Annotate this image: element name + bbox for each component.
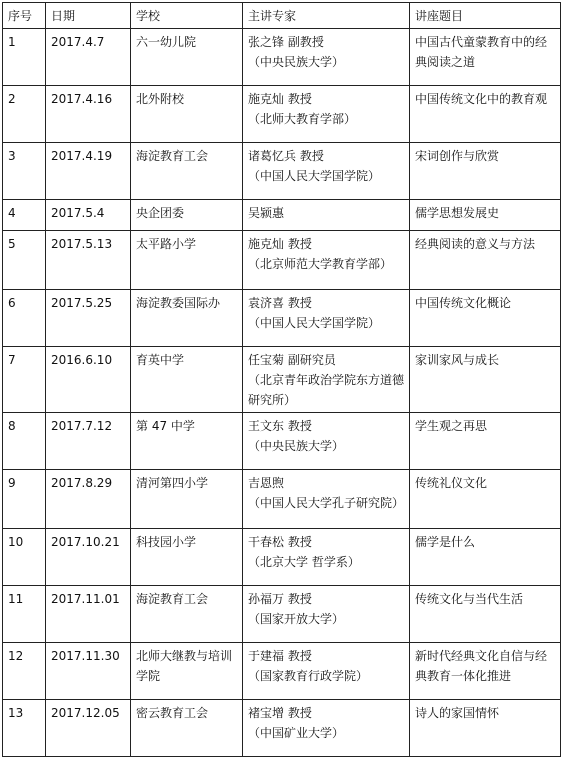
cell-topic: 新时代经典文化自信与经典教育一体化推进 xyxy=(410,643,561,700)
header-topic: 讲座题目 xyxy=(410,3,561,29)
expert-name: 诸葛忆兵 教授 xyxy=(248,149,324,163)
cell-school: 太平路小学 xyxy=(131,231,243,290)
cell-date: 2017.4.19 xyxy=(46,143,131,200)
cell-expert xyxy=(243,143,410,200)
cell-topic: 传统文化与当代生活 xyxy=(410,586,561,643)
cell-no: 3 xyxy=(3,143,46,200)
expert-name: 吴颍惠 xyxy=(248,206,285,220)
table-row xyxy=(3,29,561,86)
cell-date: 2017.5.25 xyxy=(46,290,131,347)
table-row xyxy=(3,347,561,413)
expert-org: （国家教育行政学院） xyxy=(248,669,369,683)
expert-org: （北京师范大学教育学部） xyxy=(248,257,393,271)
header-expert: 主讲专家 xyxy=(243,3,410,29)
header-no: 序号 xyxy=(3,3,46,29)
cell-topic: 经典阅读的意义与方法 xyxy=(410,231,561,290)
cell-topic: 中国传统文化概论 xyxy=(410,290,561,347)
cell-school: 科技园小学 xyxy=(131,529,243,586)
expert-name: 任宝菊 副研究员 xyxy=(248,353,336,367)
table-row xyxy=(3,231,561,290)
cell-school: 第 47 中学 xyxy=(131,413,243,470)
cell-date: 2017.5.4 xyxy=(46,200,131,231)
cell-topic: 儒学是什么 xyxy=(410,529,561,586)
cell-date: 2016.6.10 xyxy=(46,347,131,413)
cell-expert xyxy=(243,86,410,143)
cell-no: 5 xyxy=(3,231,46,290)
cell-no: 9 xyxy=(3,470,46,529)
cell-no: 7 xyxy=(3,347,46,413)
cell-date: 2017.12.05 xyxy=(46,700,131,757)
cell-date: 2017.11.01 xyxy=(46,586,131,643)
cell-no: 13 xyxy=(3,700,46,757)
cell-date: 2017.10.21 xyxy=(46,529,131,586)
table-row xyxy=(3,86,561,143)
expert-org: （中国矿业大学） xyxy=(248,726,345,740)
expert-org: （北京大学 哲学系） xyxy=(248,555,360,569)
expert-name: 吉恩煦 xyxy=(248,476,285,490)
cell-expert xyxy=(243,470,410,529)
cell-school: 海淀教委国际办 xyxy=(131,290,243,347)
table-row xyxy=(3,143,561,200)
expert-name: 王文东 教授 xyxy=(248,419,312,433)
cell-no: 4 xyxy=(3,200,46,231)
cell-topic: 宋词创作与欣赏 xyxy=(410,143,561,200)
expert-org: （中国人民大学国学院） xyxy=(248,316,381,330)
cell-topic: 传统礼仪文化 xyxy=(410,470,561,529)
cell-no: 2 xyxy=(3,86,46,143)
expert-org: （国家开放大学） xyxy=(248,612,345,626)
cell-school: 北外附校 xyxy=(131,86,243,143)
expert-name: 张之锋 副教授 xyxy=(248,35,324,49)
expert-name: 孙福万 教授 xyxy=(248,592,312,606)
cell-school: 清河第四小学 xyxy=(131,470,243,529)
cell-date: 2017.11.30 xyxy=(46,643,131,700)
cell-expert xyxy=(243,231,410,290)
header-school: 学校 xyxy=(131,3,243,29)
cell-school: 海淀教育工会 xyxy=(131,143,243,200)
expert-org: （中国人民大学国学院） xyxy=(248,169,381,183)
expert-org: （中国人民大学孔子研究院） xyxy=(248,496,405,510)
cell-no: 12 xyxy=(3,643,46,700)
expert-name: 于建福 教授 xyxy=(248,649,312,663)
cell-no: 1 xyxy=(3,29,46,86)
cell-school: 六一幼儿院 xyxy=(131,29,243,86)
table-row xyxy=(3,470,561,529)
table-row xyxy=(3,700,561,757)
cell-no: 10 xyxy=(3,529,46,586)
cell-school: 北师大继教与培训学院 xyxy=(131,643,243,700)
cell-expert xyxy=(243,700,410,757)
cell-expert xyxy=(243,200,410,231)
cell-no: 11 xyxy=(3,586,46,643)
cell-topic: 家训家风与成长 xyxy=(410,347,561,413)
cell-topic: 儒学思想发展史 xyxy=(410,200,561,231)
cell-topic: 中国传统文化中的教育观 xyxy=(410,86,561,143)
cell-expert xyxy=(243,529,410,586)
cell-expert xyxy=(243,413,410,470)
cell-school: 央企团委 xyxy=(131,200,243,231)
cell-expert xyxy=(243,347,410,413)
cell-topic: 诗人的家国情怀 xyxy=(410,700,561,757)
cell-no: 8 xyxy=(3,413,46,470)
expert-org: （北京青年政治学院东方道德研究所） xyxy=(248,373,405,407)
table-row xyxy=(3,413,561,470)
cell-expert xyxy=(243,290,410,347)
cell-no: 6 xyxy=(3,290,46,347)
cell-date: 2017.7.12 xyxy=(46,413,131,470)
table-row xyxy=(3,290,561,347)
lecture-schedule-table xyxy=(2,2,561,757)
lecture-table-container xyxy=(2,2,561,757)
cell-school: 密云教育工会 xyxy=(131,700,243,757)
expert-name: 施克灿 教授 xyxy=(248,92,312,106)
cell-topic: 中国古代童蒙教育中的经典阅读之道 xyxy=(410,29,561,86)
expert-org: （北师大教育学部） xyxy=(248,112,357,126)
table-row xyxy=(3,529,561,586)
cell-expert xyxy=(243,29,410,86)
header-row xyxy=(3,3,561,29)
cell-school: 海淀教育工会 xyxy=(131,586,243,643)
cell-expert xyxy=(243,643,410,700)
cell-date: 2017.8.29 xyxy=(46,470,131,529)
expert-org: （中央民族大学） xyxy=(248,55,345,69)
table-row xyxy=(3,586,561,643)
expert-name: 褚宝增 教授 xyxy=(248,706,312,720)
expert-org: （中央民族大学） xyxy=(248,439,345,453)
table-row xyxy=(3,643,561,700)
cell-school: 育英中学 xyxy=(131,347,243,413)
cell-expert xyxy=(243,586,410,643)
cell-date: 2017.4.7 xyxy=(46,29,131,86)
header-date: 日期 xyxy=(46,3,131,29)
expert-name: 袁济喜 教授 xyxy=(248,296,312,310)
cell-date: 2017.4.16 xyxy=(46,86,131,143)
cell-date: 2017.5.13 xyxy=(46,231,131,290)
expert-name: 干春松 教授 xyxy=(248,535,312,549)
expert-name: 施克灿 教授 xyxy=(248,237,312,251)
table-row xyxy=(3,200,561,231)
cell-topic: 学生观之再思 xyxy=(410,413,561,470)
